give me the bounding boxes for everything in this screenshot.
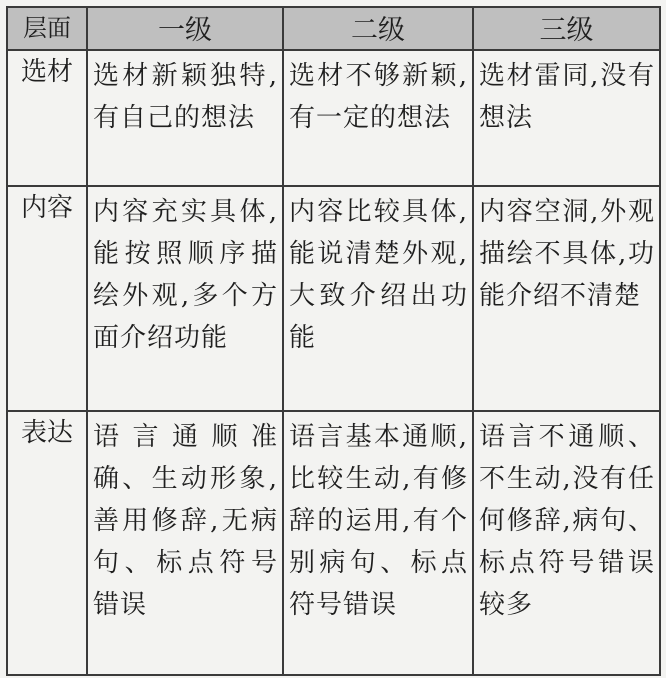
rubric-table: [6, 6, 661, 676]
criteria-cell: 语言基本通顺,比较生动,有修辞的运用,有个别病句、标点符号错误: [283, 411, 473, 675]
criteria-cell: 语言不通顺、不生动,没有任何修辞,病句、标点符号错误较多: [473, 411, 660, 675]
criteria-cell: 内容比较具体,能说清楚外观,大致介绍出功能: [283, 186, 473, 411]
row-content: [7, 186, 660, 411]
aspect-label: 表达: [7, 411, 87, 675]
row-material: [7, 50, 660, 186]
criteria-cell: 选材新颖独特,有自己的想法: [87, 50, 283, 186]
row-expression: [7, 411, 660, 675]
criteria-cell: 选材雷同,没有想法: [473, 50, 660, 186]
header-row: [7, 7, 660, 50]
criteria-cell: 内容空洞,外观描绘不具体,功能介绍不清楚: [473, 186, 660, 411]
aspect-label: 选材: [7, 50, 87, 186]
header-aspect: 层面: [7, 7, 87, 50]
header-level-1: 一级: [87, 7, 283, 50]
header-level-2: 二级: [283, 7, 473, 50]
criteria-cell: 选材不够新颖,有一定的想法: [283, 50, 473, 186]
rubric-table-container: [6, 6, 659, 672]
criteria-cell: 内容充实具体,能按照顺序描绘外观,多个方面介绍功能: [87, 186, 283, 411]
criteria-cell: 语言通顺准确、生动形象,善用修辞,无病句、标点符号错误: [87, 411, 283, 675]
aspect-label: 内容: [7, 186, 87, 411]
header-level-3: 三级: [473, 7, 660, 50]
